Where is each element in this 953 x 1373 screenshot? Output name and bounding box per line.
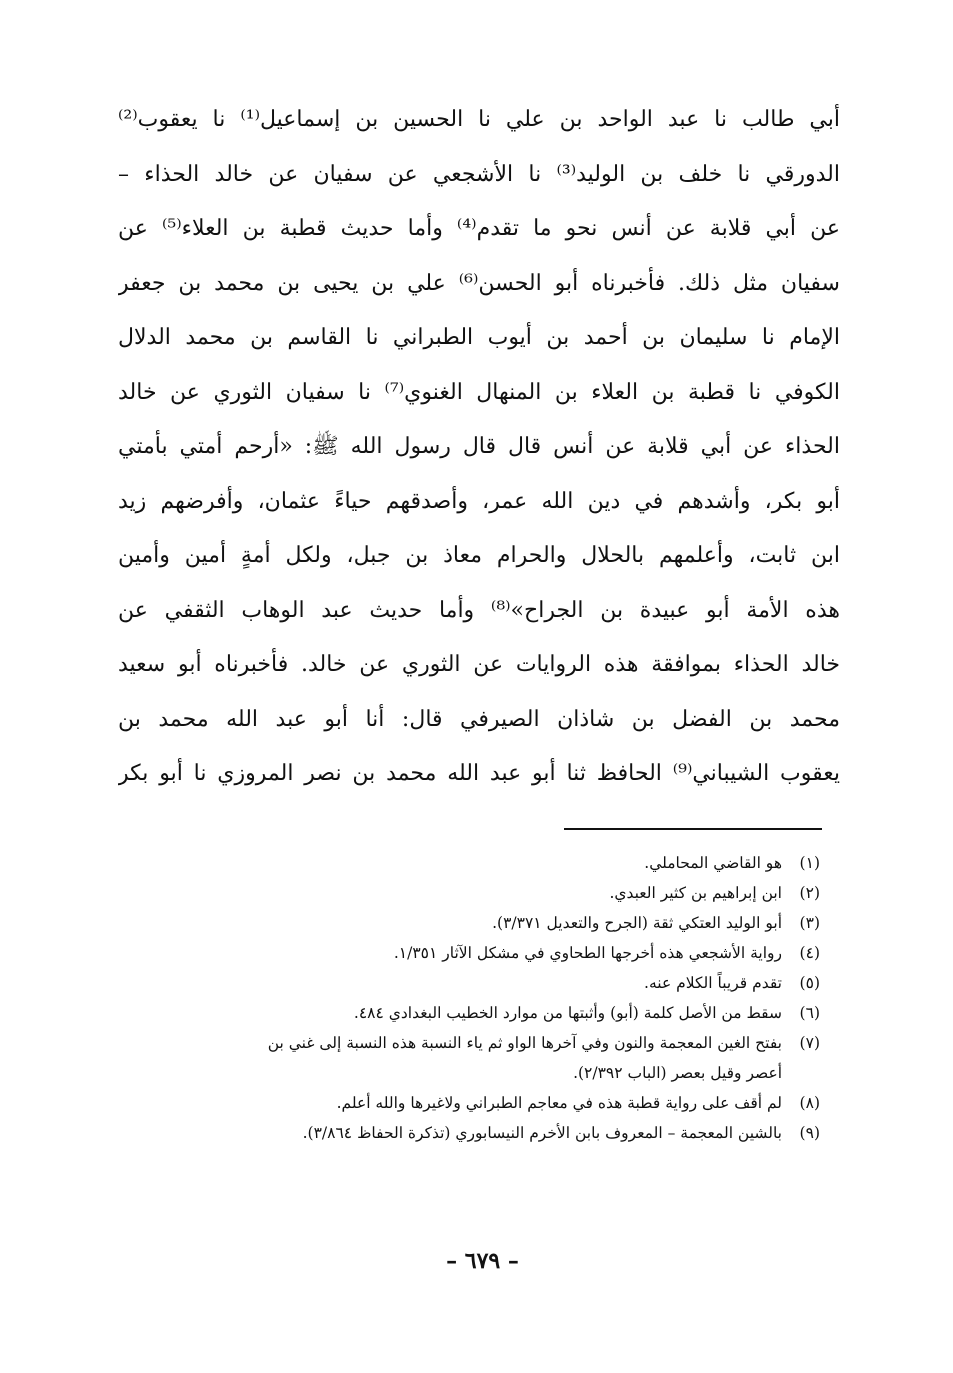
footnote-number: (٨) bbox=[799, 1094, 820, 1112]
footnote-6 bbox=[118, 998, 820, 1028]
footnote-number: (٢) bbox=[799, 884, 820, 902]
footnote-number: (١) bbox=[799, 854, 820, 872]
footnote-number: (٤) bbox=[799, 944, 820, 962]
footnote-5 bbox=[118, 968, 820, 998]
footnote-number: (٧) bbox=[799, 1034, 820, 1052]
text-line: أبي طالب نا عبد الواحد بن علي نا الحسين بن إسماعيل⁽¹⁾ نا يعقوب⁽²⁾ bbox=[118, 107, 840, 132]
text-line: ابن ثابت، وأعلمهم بالحلال والحرام معاذ بن جبل، ولكل أمةٍ أمين وأمين bbox=[118, 543, 840, 568]
text-line: الإمام نا سليمان بن أحمد بن أيوب الطبراني نا القاسم بن محمد الدلال bbox=[118, 325, 840, 350]
text-line: الكوفي نا قطبة بن العلاء بن المنهال الغنوي⁽⁷⁾ نا سفيان الثوري عن خالد bbox=[118, 379, 840, 405]
footnote-8 bbox=[118, 1088, 820, 1118]
text-line: عن أبي قلابة عن أنس نحو ما تقدم⁽⁴⁾ وأما حديث قطبة بن العلاء⁽⁵⁾ عن bbox=[118, 216, 840, 241]
footnote-text: ابن إبراهيم بن كثير العبدي. bbox=[609, 884, 782, 902]
footnote-4 bbox=[118, 938, 820, 968]
text-line: هذه الأمة أبو عبيدة بن الجراح»⁽⁸⁾ وأما حديث عبد الوهاب الثقفي عن bbox=[118, 597, 840, 623]
text-line: الحذاء عن أبي قلابة عن أنس قال قال رسول الله ﷺ: «أرحم أمتي بأمتي bbox=[118, 434, 840, 459]
footnote-text: بفتح الغين المعجمة والنون وفي آخرها الواو ثم ياء النسبة هذه النسبة إلى غني بن bbox=[267, 1034, 782, 1052]
footnote-text: بالشين المعجمة – المعروف بابن الأخرم النيسابوري (تذكرة الحفاظ ٣/٨٦٤). bbox=[302, 1124, 782, 1142]
page-number: – ٦٧٩ – bbox=[446, 1248, 519, 1274]
footnote-2 bbox=[118, 878, 820, 908]
footnote-text: تقدم قريباً الكلام عنه. bbox=[644, 974, 782, 992]
footnote-text: لم أقف على رواية قطبة هذه في معاجم الطبراني ولاغيرها والله أعلم. bbox=[336, 1094, 782, 1112]
footnote-text: سقط من الأصل كلمة (أبو) وأثبتها من موارد الخطيب البغدادي ٤٨٤. bbox=[353, 1004, 782, 1022]
footnotes bbox=[118, 848, 820, 1148]
footnote-7-continued bbox=[118, 1058, 820, 1088]
footnote-3 bbox=[118, 908, 820, 938]
text-line: أبو بكر، وأشدهم في دين الله عمر، وأصدقهم حياءً عثمان، وأفرضهم زيد bbox=[118, 488, 840, 514]
footnote-number: (٥) bbox=[799, 974, 820, 992]
footnote-text: هو القاضي المحاملي. bbox=[644, 854, 782, 872]
text-line: الدورقي نا خلف بن الوليد⁽³⁾ نا الأشجعي عن سفيان عن خالد الحذاء – bbox=[118, 161, 840, 187]
footnote-text: أعصر وقيل بعصر (الباب ٢/٣٩٢). bbox=[573, 1064, 782, 1082]
text-line: يعقوب الشيباني⁽⁹⁾ الحافظ ثنا أبو عبد الله محمد بن نصر المروزي نا أبو بكر bbox=[118, 761, 840, 786]
footnote-7 bbox=[118, 1028, 820, 1058]
footnote-1 bbox=[118, 848, 820, 878]
footnote-number: (٣) bbox=[799, 914, 820, 932]
footnote-9 bbox=[118, 1118, 820, 1148]
footnote-text: رواية الأشجعي هذه أخرجها الطحاوي في مشكل الآثار ١/٣٥١. bbox=[393, 944, 782, 962]
text-line: سفيان مثل ذلك. فأخبرناه أبو الحسن⁽⁶⁾ علي بن يحيى بن محمد بن جعفر bbox=[118, 270, 840, 296]
footnote-number: (٦) bbox=[799, 1004, 820, 1022]
footnote-text: أبو الوليد العتكي ثقة (الجرح والتعديل ٣/٣٧١). bbox=[492, 914, 782, 932]
footnote-separator bbox=[564, 828, 822, 830]
text-line: محمد بن الفضل بن شاذان الصيرفي قال: أنا أبو عبد الله محمد بن bbox=[118, 706, 840, 732]
main-text bbox=[118, 93, 840, 802]
footnote-number: (٩) bbox=[799, 1124, 820, 1142]
text-line: خالد الحذاء بموافقة هذه الروايات عن الثوري عن خالد. فأخبرناه أبو سعيد bbox=[118, 652, 840, 677]
